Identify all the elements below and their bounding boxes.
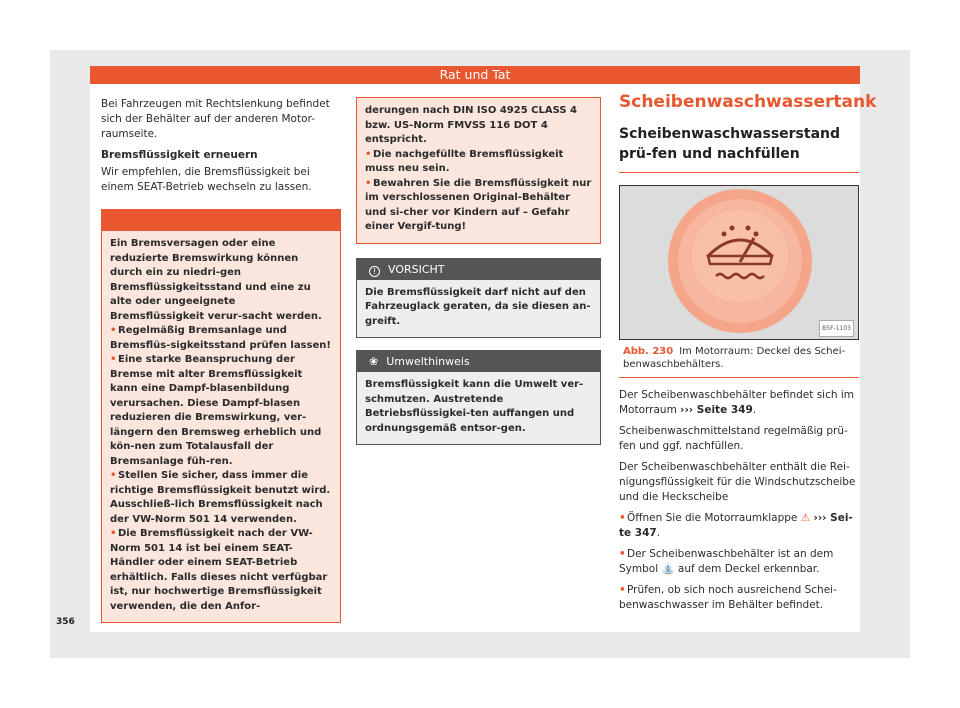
section-subtitle: Scheibenwaschwasserstand prü-fen und nachfüllen xyxy=(619,124,859,173)
page-link-349[interactable]: ››› Seite 349 xyxy=(680,404,753,416)
washer-cap-image xyxy=(620,186,859,340)
paragraph-check: Scheibenwaschmittelstand regelmäßig prü-fen und ggf. nachfüllen. xyxy=(619,425,848,452)
warning-bullet: • Eine starke Beanspruchung der Bremse mit alter Bremsflüssigkeit kann eine Dampf-blasenbildung verursachen. Diese Dampf-blasen reduzieren die Bremswirkung, ver-längern den Bremsweg erheblich und kön-nen zum Totalausfall der Bremsanlage füh-ren. xyxy=(110,354,322,467)
caution-label: VORSICHT xyxy=(388,262,445,276)
washer-cap-figure xyxy=(619,185,859,340)
environment-box xyxy=(356,350,601,445)
step-bullet: •Der Scheibenwaschbehälter ist an dem Symbol ⛲ auf dem Deckel erkennbar. xyxy=(619,548,834,575)
washer-symbol-icon: ⛲ xyxy=(661,563,675,575)
warning-header xyxy=(102,210,340,231)
paragraph-location: Der Scheibenwaschbehälter befindet sich im Motorraum ››› Seite 349. xyxy=(619,389,855,416)
column-right xyxy=(619,92,877,619)
caution-icon: ! xyxy=(369,266,380,277)
caption-text: Im Motorraum: Deckel des Schei-benwaschbehälters. xyxy=(623,346,846,370)
warning-bullet: • Die Bremsflüssigkeit nach der VW-Norm 501 14 ist bei einem SEAT-Händler oder einem SEAT-Betrieb erhältlich. Falls dieses nicht verfügbar ist, nur hochwertige Bremsflüssigkeit verwenden, die den Anfor- xyxy=(110,528,328,612)
caution-text: Die Bremsflüssigkeit darf nicht auf den Fahrzeuglack geraten, da sie diesen an-greift. xyxy=(365,286,591,327)
paragraph-contents: Der Scheibenwaschbehälter enthält die Rei-nigungsflüssigkeit für die Windschutzscheibe und die Heckscheibe xyxy=(619,461,856,503)
environment-header xyxy=(357,351,600,372)
warning-cont-text: derungen nach DIN ISO 4925 CLASS 4 bzw. US-Norm FMVSS 116 DOT 4 entspricht. xyxy=(365,105,577,145)
warning-triangle-icon: ⚠ xyxy=(800,512,811,524)
warning-cont-body xyxy=(357,98,600,243)
environment-label: Umwelthinweis xyxy=(386,355,470,368)
page-link-347[interactable]: ››› Sei-te 347 xyxy=(619,512,853,539)
caution-header xyxy=(357,259,600,280)
step-bullet: •Öffnen Sie die Motorraumklappe ⚠ ››› Sei-te 347. xyxy=(619,512,853,539)
warning-box xyxy=(101,209,341,623)
figure-code: B5F-1103 xyxy=(819,320,854,337)
warning-bullet: • Stellen Sie sicher, dass immer die richtige Bremsflüssigkeit benutzt wird. Ausschließ-lich Bremsflüssigkeit nach der VW-Norm 501 14 verwenden. xyxy=(110,470,331,525)
column-middle xyxy=(356,97,601,445)
warning-bullet: • Bewahren Sie die Bremsflüssigkeit nur im verschlossenen Original-Behälter und si-cher vor Kindern auf – Gefahr einer Vergif-tung! xyxy=(365,177,592,232)
caption-number: Abb. 230 xyxy=(623,346,674,357)
warning-triangle-icon: ⚠ xyxy=(130,214,140,227)
flower-icon: ❀ xyxy=(369,355,379,368)
brake-fluid-paragraph: Wir empfehlen, die Bremsflüssigkeit bei einem SEAT-Betrieb wechseln zu lassen. xyxy=(101,166,312,193)
warning-body xyxy=(102,231,340,622)
step-bullet: •Prüfen, ob sich noch ausreichend Schei-benwaschwasser im Behälter befindet. xyxy=(619,584,837,611)
warning-label: ACHTUNG xyxy=(143,214,199,227)
column-left xyxy=(101,97,341,623)
caution-box xyxy=(356,258,601,339)
section-header: Rat und Tat xyxy=(90,66,860,84)
warning-bullet: • Die nachgefüllte Bremsflüssigkeit muss neu sein. xyxy=(365,148,564,174)
environment-text: Bremsflüssigkeit kann die Umwelt ver-schmutzen. Austretende Betriebsflüssigkei-ten auffangen und ordnungsgemäß entsor-gen. xyxy=(365,379,584,434)
section-title: Scheibenwaschwassertank xyxy=(619,92,877,112)
warning-box-continued xyxy=(356,97,601,244)
brake-fluid-heading: Bremsflüssigkeit erneuern xyxy=(101,149,258,161)
warning-text: Ein Bremsversagen oder eine reduzierte Bremswirkung können durch ein zu niedri-gen Bremsflüssigkeitsstand und eine zu alte oder ungeeignete Bremsflüssigkeit verur-sacht werden. xyxy=(110,238,322,322)
warning-bullet: • Regelmäßig Bremsanlage und Bremsflüs-sigkeitsstand prüfen lassen! xyxy=(110,325,331,351)
page-number: 356 xyxy=(56,617,75,627)
intro-paragraph: Bei Fahrzeugen mit Rechtslenkung befindet sich der Behälter auf der anderen Motor-raumseite. xyxy=(101,98,330,140)
figure-caption xyxy=(619,345,859,378)
